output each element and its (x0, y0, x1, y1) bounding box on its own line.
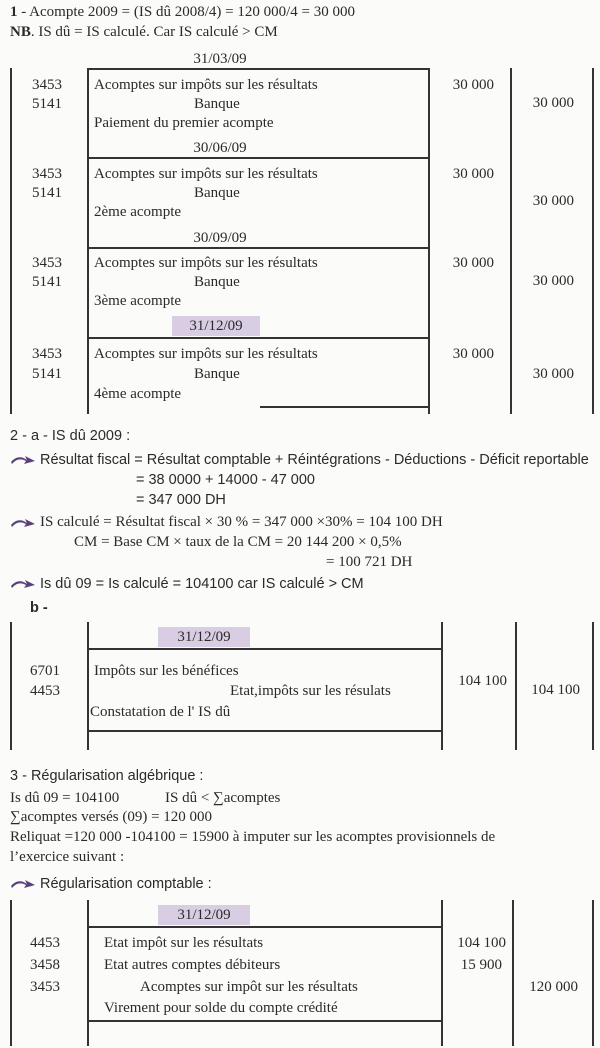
is-calcule-line (10, 514, 443, 531)
label-credit: Banque (194, 366, 240, 382)
entry-date: 31/12/09 (158, 627, 250, 647)
journal2-sep (87, 730, 441, 732)
account-credit: 5141 (32, 185, 62, 201)
nb-line (10, 24, 278, 41)
journal1-sep (87, 68, 428, 70)
label-debit: Acomptes sur impôts sur les résultats (94, 77, 318, 93)
credit-amount: 30 000 (532, 366, 574, 382)
entry-libelle: 4ème acompte (94, 386, 182, 402)
entry-libelle: 3ème acompte (94, 293, 182, 309)
label-debit: Impôts sur les bénéfices (94, 663, 239, 679)
entry-date: 30/09/09 (193, 230, 247, 246)
label-credit: Banque (194, 185, 240, 201)
entry-date: 31/03/09 (193, 51, 247, 67)
resultat-fiscal-formula: Résultat fiscal = Résultat comptable + Réintégrations - Déductions - Déficit reportable (40, 452, 589, 468)
account-credit: 5141 (32, 96, 62, 112)
journal3-label-rule (441, 900, 443, 1046)
account-credit: 5141 (32, 366, 62, 382)
journal3-left-rule (10, 900, 12, 1046)
account-number: 4453 (30, 935, 60, 951)
arrow-bullet-icon (10, 578, 36, 590)
cm-formula: CM = Base CM × taux de la CM = 20 144 200 × 0,5% (74, 534, 402, 550)
account-credit: 5141 (32, 274, 62, 290)
entry-libelle: 2ème acompte (94, 204, 182, 220)
journal1-sep (87, 337, 428, 339)
exercice-suivant: l’exercice suivant : (10, 849, 125, 865)
is-du-comparison: IS dû < ∑acomptes (165, 790, 281, 806)
journal1-left-rule (10, 68, 12, 414)
entry-date: 31/12/09 (172, 316, 260, 336)
credit-amount: 30 000 (532, 193, 574, 209)
credit-amount: 30 000 (532, 95, 574, 111)
is-du-value: Is dû 09 = 104100 (10, 790, 120, 806)
arrow-bullet-icon (10, 454, 36, 466)
account-debit: 3453 (32, 255, 62, 271)
journal1-sep (87, 157, 428, 159)
section1-text: - Acompte 2009 = (IS dû 2008/4) = 120 000/4 = 30 000 (17, 4, 355, 20)
label-debit: Acomptes sur impôts sur les résultats (94, 255, 318, 271)
credit-amount: 120 000 (529, 979, 578, 995)
entry-date: 30/06/09 (193, 140, 247, 156)
resultat-fiscal-result: = 347 000 DH (136, 492, 226, 508)
journal1-sep (87, 247, 428, 249)
journal3-debit-rule (512, 900, 514, 1046)
cm-result: = 100 721 DH (326, 554, 413, 570)
journal3-sep (87, 1020, 441, 1022)
debit-amount: 30 000 (452, 346, 494, 362)
account-debit: 6701 (30, 663, 60, 679)
section3-heading: 3 - Régularisation algébrique : (10, 768, 204, 784)
journal2-right-rule (592, 622, 594, 750)
nb-text: . IS dû = IS calculé. Car IS calculé > CM (30, 24, 278, 40)
arrow-bullet-icon (10, 517, 36, 529)
journal1-account-rule (87, 68, 89, 414)
is-du-text: Is dû 09 = Is calculé = 104100 car IS calculé > CM (40, 576, 364, 592)
account-credit: 4453 (30, 683, 60, 699)
journal1-sep (260, 406, 428, 408)
label-credit: Banque (194, 274, 240, 290)
entry-date: 31/12/09 (158, 905, 250, 925)
journal2-label-rule (441, 622, 443, 750)
journal2-sep (87, 648, 441, 650)
resultat-fiscal-calc: = 38 0000 + 14000 - 47 000 (136, 472, 315, 488)
account-label: Etat impôt sur les résultats (104, 935, 264, 951)
label-credit: Etat,impôts sur les résulats (230, 683, 391, 699)
debit-amount: 104 100 (458, 673, 507, 689)
account-label: Acomptes sur impôt sur les résultats (140, 979, 358, 995)
entry-libelle: Virement pour solde du compte crédité (104, 1000, 338, 1016)
journal3-account-rule (87, 900, 89, 1046)
journal1-right-rule (592, 68, 594, 414)
acomptes-verses: ∑acomptes versés (09) = 120 000 (10, 809, 213, 825)
credit-amount: 30 000 (532, 273, 574, 289)
journal3-sep (87, 926, 441, 928)
credit-amount: 104 100 (531, 682, 580, 698)
journal2-debit-rule (515, 622, 517, 750)
section1-line1 (10, 4, 355, 21)
label-credit: Banque (194, 96, 240, 112)
debit-amount: 104 100 (457, 935, 506, 951)
account-number: 3453 (30, 979, 60, 995)
is-du-line (10, 576, 364, 592)
account-debit: 3453 (32, 166, 62, 182)
debit-amount: 30 000 (452, 255, 494, 271)
section2-heading: 2 - a - IS dû 2009 : (10, 428, 131, 444)
is-calcule-formula: IS calculé = Résultat fiscal × 30 % = 347 000 ×30% = 104 100 DH (40, 514, 443, 530)
journal2-left-rule (10, 622, 12, 750)
reg-comptable-line (10, 876, 212, 892)
label-debit: Acomptes sur impôts sur les résultats (94, 166, 318, 182)
reg-comptable-text: Régularisation comptable : (40, 876, 212, 892)
part-b-label: b - (30, 600, 48, 616)
account-debit: 3453 (32, 346, 62, 362)
label-debit: Acomptes sur impôts sur les résultats (94, 346, 318, 362)
journal1-label-rule (428, 68, 430, 414)
resultat-fiscal-line (10, 452, 589, 468)
section1-number: 1 (10, 4, 18, 20)
entry-libelle: Constatation de l' IS dû (90, 704, 231, 720)
arrow-bullet-icon (10, 878, 36, 890)
account-debit: 3453 (32, 77, 62, 93)
debit-amount: 15 900 (460, 957, 502, 973)
account-number: 3458 (30, 957, 60, 973)
account-label: Etat autres comptes débiteurs (104, 957, 281, 973)
entry-libelle: Paiement du premier acompte (94, 115, 274, 131)
debit-amount: 30 000 (452, 166, 494, 182)
debit-amount: 30 000 (452, 77, 494, 93)
journal1-debit-rule (510, 68, 512, 414)
journal3-right-rule (592, 900, 594, 1046)
reliquat-line: Reliquat =120 000 -104100 = 15900 à imputer sur les acomptes provisionnels de (10, 829, 496, 845)
nb-label: NB (10, 24, 31, 40)
